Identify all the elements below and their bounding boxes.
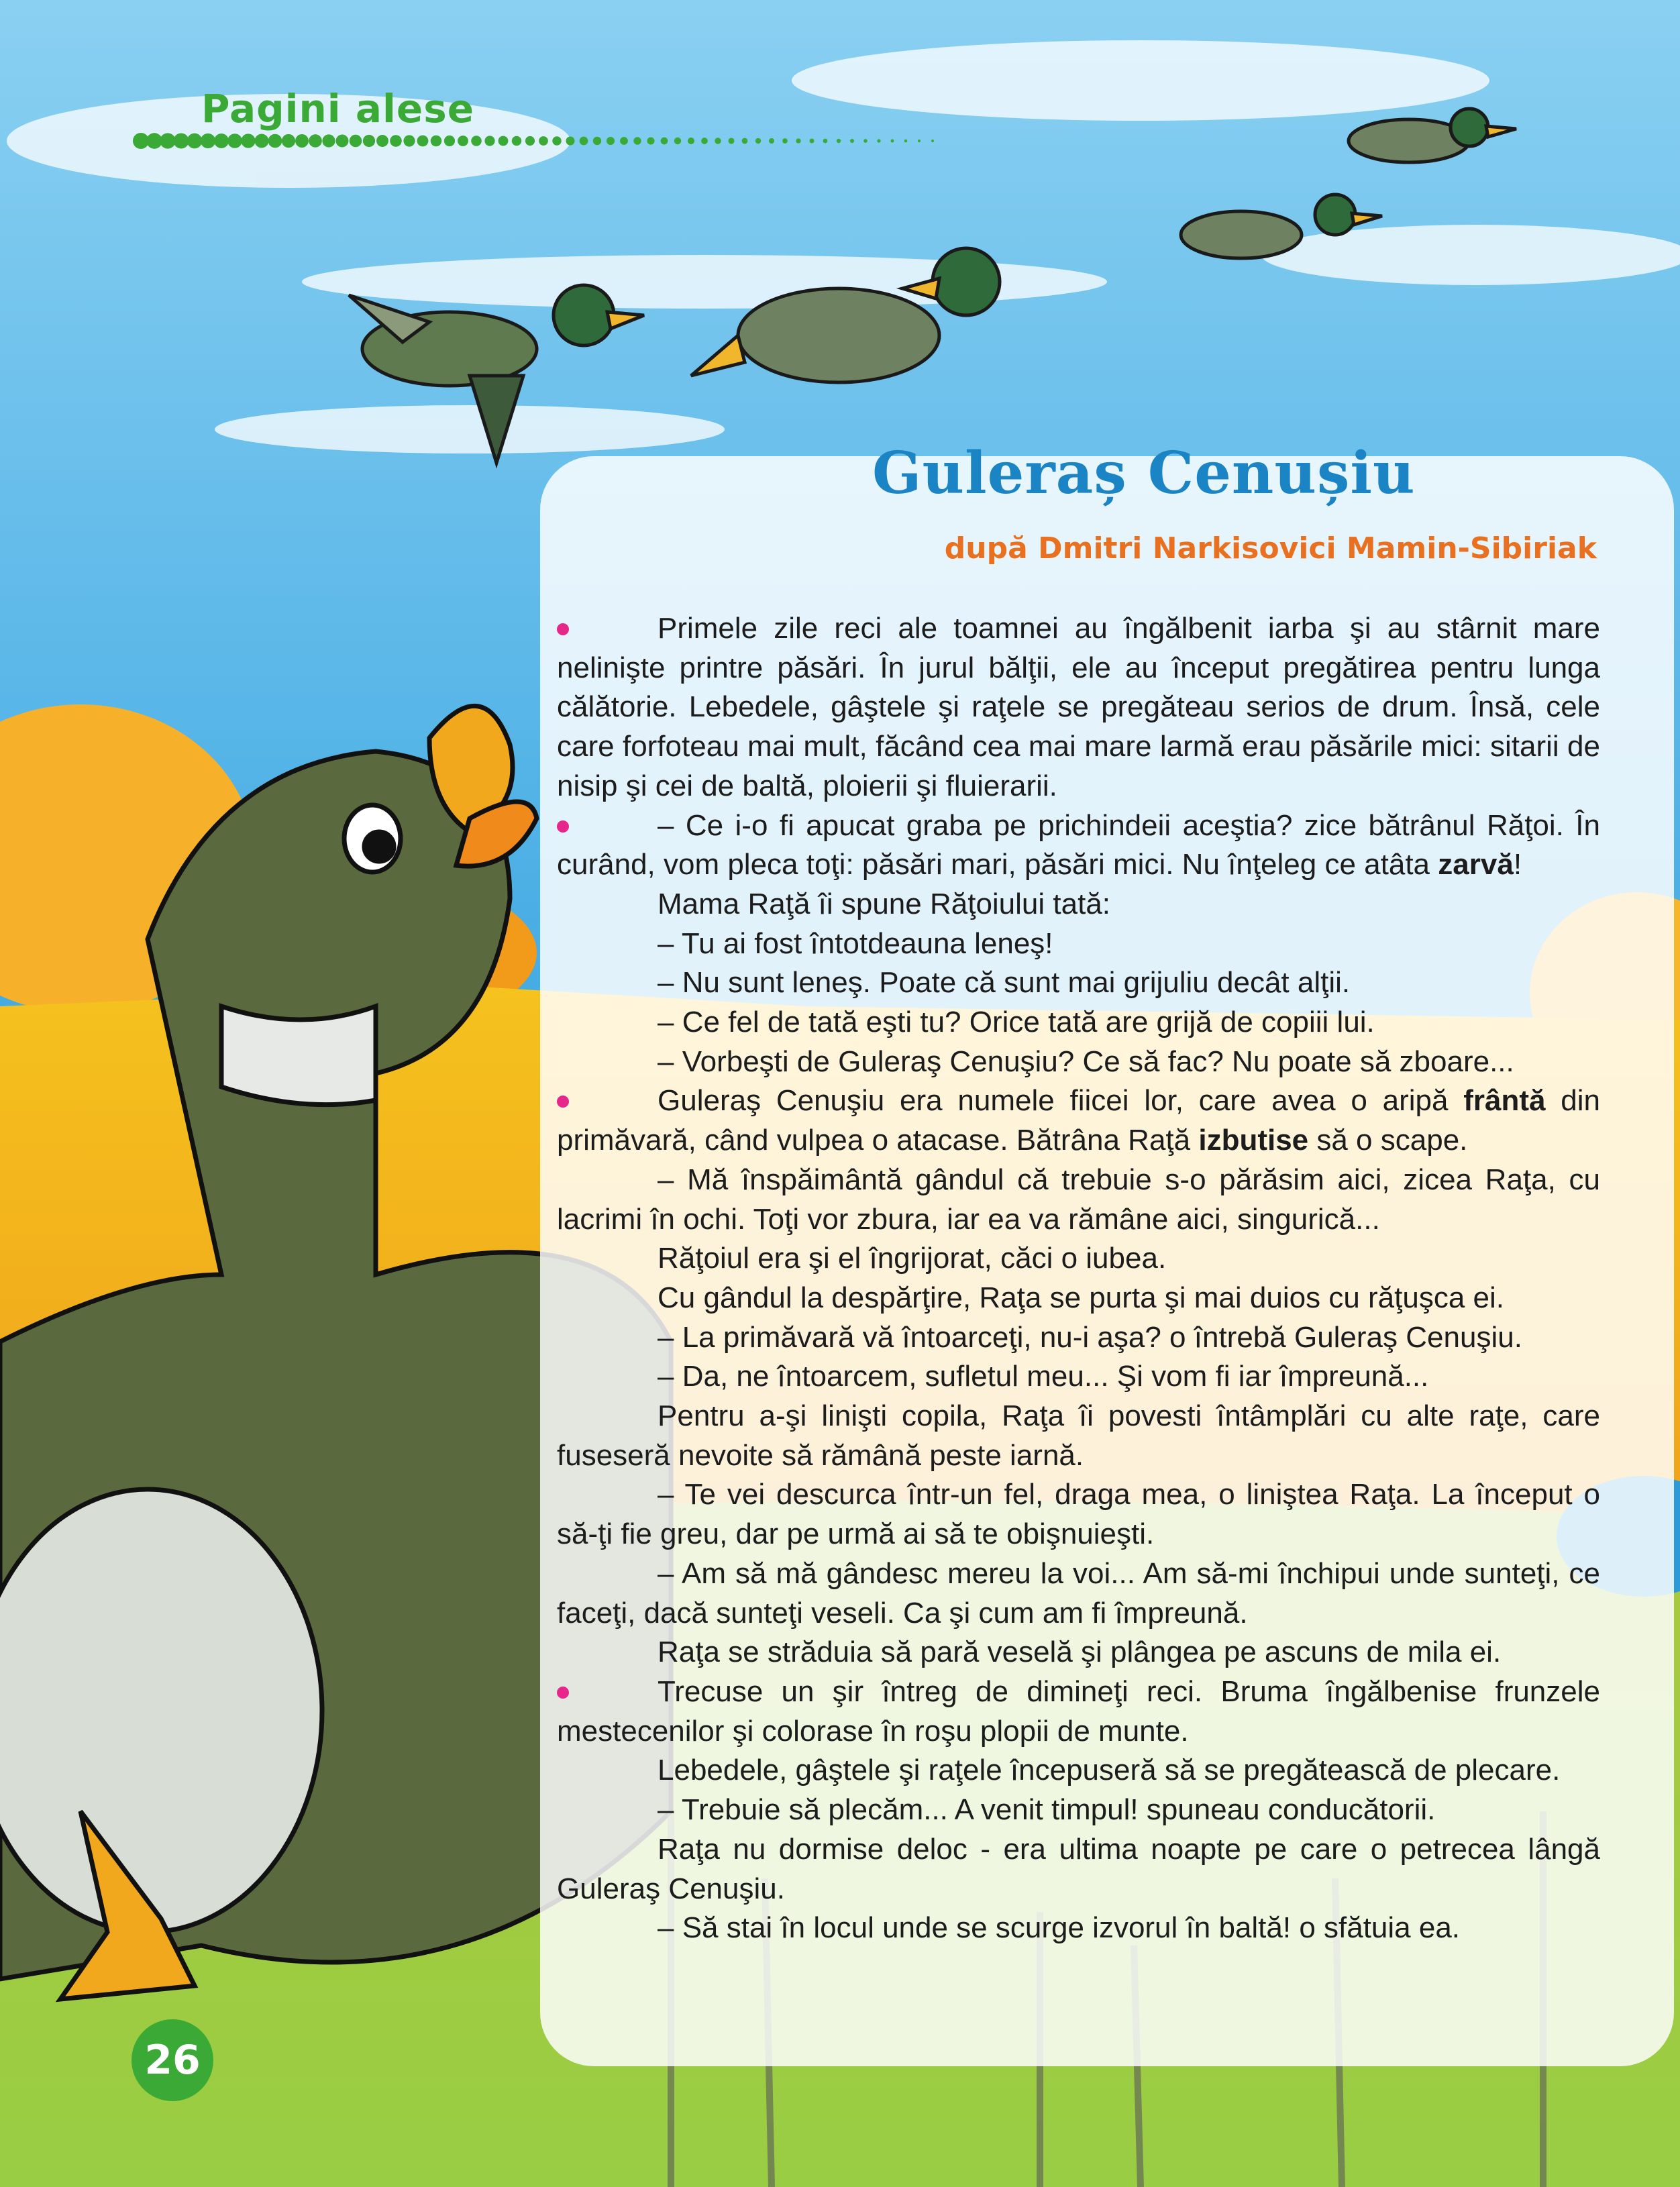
paragraph-text: din primăvară, când vulpea o atacase. Bătrâna Raţă — [557, 1084, 1600, 1157]
story-paragraph — [557, 609, 1600, 806]
paragraph-text: Primele zile reci ale toamnei au îngălbenit iarba şi au stârnit mare nelinişte printre păsări. În jurul bălţii, ele au început pregătirea pentru lunga călătorie. Lebedele, gâştele şi raţele se pregăteau serios de drum. Însă, cele care forfoteau mai mult, făcând cea mai mare larmă erau păsările mici: sitarii de nisip şi cei de baltă, ploierii şi fluierarii. — [557, 612, 1600, 802]
section-label: Pagini alese — [201, 86, 475, 131]
story-paragraph — [557, 1239, 1600, 1279]
story-paragraph — [557, 806, 1600, 885]
page-number: 26 — [132, 2019, 213, 2101]
story-paragraph — [557, 1909, 1600, 1948]
story-paragraph — [557, 1318, 1600, 1358]
emphasized-word: zarvă — [1438, 848, 1514, 882]
paragraph-text: – Nu sunt leneş. Poate că sunt mai grijuliu decât alţii. — [658, 966, 1351, 1000]
paragraph-text: Lebedele, gâştele şi raţele începuseră să se pregătească de plecare. — [658, 1754, 1561, 1787]
story-paragraph — [557, 1357, 1600, 1397]
story-paragraph — [557, 1081, 1600, 1160]
paragraph-text: Raţa se străduia să pară veselă şi plângea pe ascuns de mila ei. — [658, 1636, 1502, 1669]
story-paragraph — [557, 1397, 1600, 1475]
story-paragraph — [557, 1043, 1600, 1082]
paragraph-text: – Da, ne întoarcem, sufletul meu... Şi vom fi iar împreună... — [658, 1360, 1429, 1393]
paragraph-text: – Ce fel de tată eşti tu? Orice tată are grijă de copiii lui. — [658, 1006, 1375, 1039]
paragraph-text: ! — [1513, 848, 1522, 882]
story-author: după Dmitri Narkisovici Mamin-Sibiriak — [944, 531, 1597, 566]
story-paragraph — [557, 963, 1600, 1003]
paragraph-text: – Ce i-o fi apucat graba pe prichindeii aceştia? zice bătrânul Răţoi. În curând, vom pleca toţi: păsări mari, păsări mici. Nu înţeleg ce atâta — [557, 808, 1600, 882]
paragraph-text: Pentru a-şi linişti copila, Raţa îi povesti întâmplări cu alte raţe, care fuseseră nevoite să rămână peste iarnă. — [557, 1399, 1600, 1472]
story-body — [557, 609, 1600, 1948]
paragraph-text: – Mă înspăimântă gândul că trebuie s-o părăsim aici, zicea Raţa, cu lacrimi în ochi. Toţi vor zbura, iar ea va rămâne aici, singurică... — [557, 1163, 1600, 1236]
paragraph-text: Guleraş Cenuşiu era numele fiicei lor, care avea o aripă — [658, 1084, 1464, 1118]
paragraph-text: – Să stai în locul unde se scurge izvorul în baltă! o sfătuia ea. — [658, 1911, 1461, 1945]
paragraph-text: Trecuse un şir întreg de dimineţi reci. Bruma îngălbenise frunzele mestecenilor şi colorase în roşu plopii de munte. — [557, 1674, 1600, 1748]
emphasized-word: frântă — [1463, 1084, 1546, 1118]
paragraph-text: Mama Raţă îi spune Răţoiului tată: — [658, 887, 1111, 920]
story-title: Guleraș Cenușiu — [872, 439, 1416, 507]
paragraph-text: Răţoiul era şi el îngrijorat, căci o iubea. — [658, 1242, 1167, 1275]
emphasized-word: izbutise — [1198, 1124, 1309, 1157]
story-paragraph — [557, 1633, 1600, 1672]
story-paragraph — [557, 1475, 1600, 1554]
story-paragraph — [557, 1791, 1600, 1830]
story-paragraph — [557, 1672, 1600, 1751]
paragraph-text: – Trebuie să plecăm... A venit timpul! spuneau conducătorii. — [658, 1793, 1436, 1827]
story-paragraph — [557, 1003, 1600, 1043]
story-paragraph — [557, 1161, 1600, 1239]
paragraph-text: Raţa nu dormise deloc - era ultima noapte pe care o petrecea lângă Guleraş Cenuşiu. — [557, 1832, 1600, 1905]
story-paragraph — [557, 1279, 1600, 1318]
paragraph-text: – Am să mă gândesc mereu la voi... Am să-mi închipui unde sunteţi, ce faceţi, dacă sunteţi veseli. Ca şi cum am fi împreună. — [557, 1556, 1600, 1630]
paragraph-text: – Te vei descurca într-un fel, draga mea, o liniştea Raţa. La început o să-ţi fie greu, dar pe urmă ai să te obişnuieşti. — [557, 1478, 1600, 1551]
story-paragraph — [557, 1554, 1600, 1633]
story-paragraph — [557, 924, 1600, 964]
story-paragraph — [557, 1830, 1600, 1909]
paragraph-text: – Tu ai fost întotdeauna leneş! — [658, 926, 1053, 960]
paragraph-text: – Vorbeşti de Guleraş Cenuşiu? Ce să fac? Nu poate să zboare... — [658, 1045, 1514, 1078]
story-paragraph — [557, 1751, 1600, 1791]
story-paragraph — [557, 885, 1600, 924]
dotted-rule — [132, 131, 957, 150]
paragraph-text: – La primăvară vă întoarceţi, nu-i aşa? o întrebă Guleraş Cenuşiu. — [658, 1320, 1522, 1354]
paragraph-text: să o scape. — [1308, 1124, 1468, 1157]
paragraph-text: Cu gândul la despărţire, Raţa se purta şi mai duios cu răţuşca ei. — [658, 1281, 1504, 1314]
